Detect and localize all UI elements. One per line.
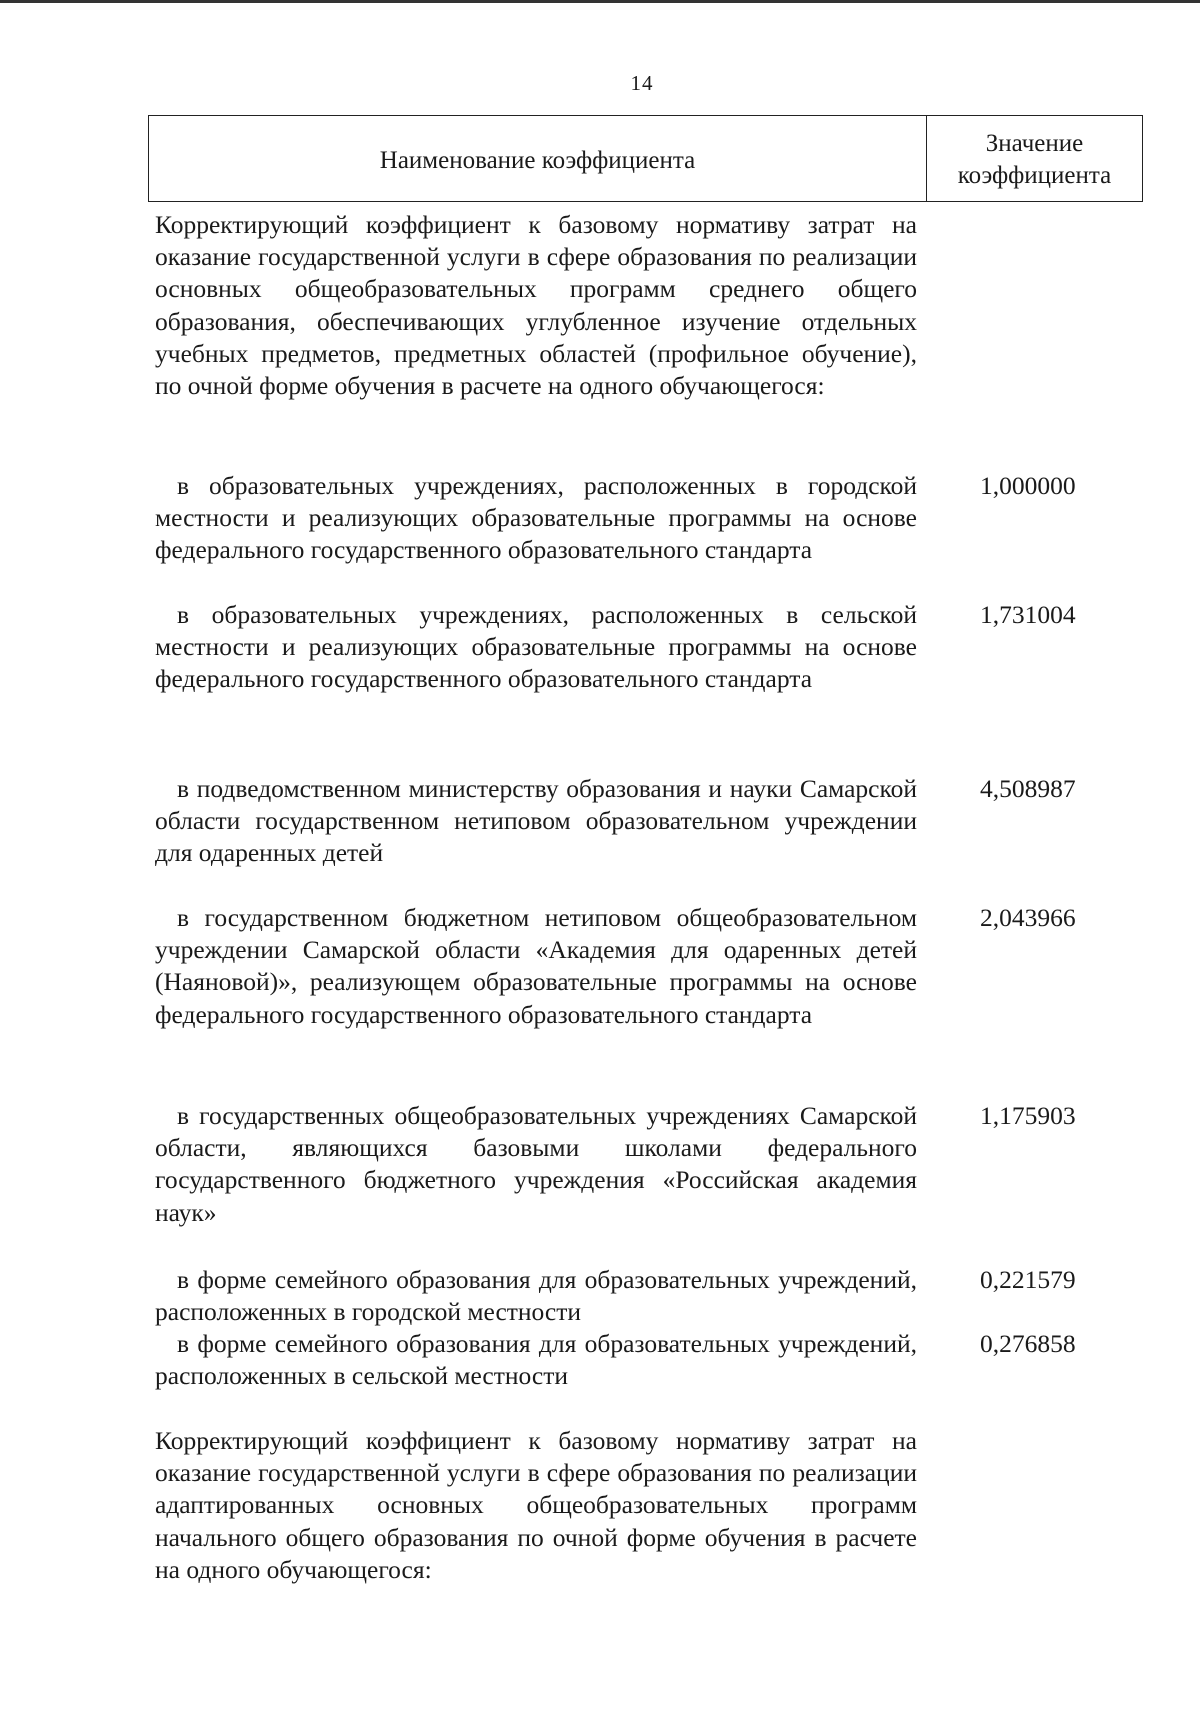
page-number: 14 (630, 71, 654, 95)
header-value-column: Значение коэффициента (957, 129, 1112, 189)
header-name-column: Наименование коэффициента (149, 116, 927, 201)
row-5-value: 1,175903 (980, 1101, 1076, 1130)
row-4-value: 2,043966 (980, 903, 1076, 932)
row-6-value: 0,221579 (980, 1265, 1076, 1294)
section-2-heading: Корректирующий коэффициент к базовому нормативу затрат на оказание государственной услуги в сфере образования по реализации адаптированных основных общеобразовательных программ начального общего образования по очной форме обучения в расчете на одного обучающегося: (155, 1426, 917, 1584)
section-1-heading: Корректирующий коэффициент к базовому нормативу затрат на оказание государственной услуги в сфере образования по реализации основных общеобразовательных программ среднего общего образования, обеспечивающих углубленное изучение отдельных учебных предметов, предметных областей (профильное обучение), по очной форме обучения в расчете на одного обучающегося: (155, 210, 917, 401)
row-3-text: в подведомственном министерству образования и науки Самарской области государственном нетиповом образовательном учреждении для одаренных детей (155, 774, 917, 868)
row-2-value: 1,731004 (980, 600, 1076, 629)
row-7-text: в форме семейного образования для образовательных учреждений, расположенных в сельской местности (155, 1329, 917, 1391)
top-border-line (0, 0, 1200, 3)
row-4-text: в государственном бюджетном нетиповом общеобразовательном учреждении Самарской области «Академия для одаренных детей (Наяновой)», реализующем образовательные программы на основе федерального государственного образовательного стандарта (155, 903, 917, 1029)
row-1-value: 1,000000 (980, 471, 1076, 500)
row-7-value: 0,276858 (980, 1329, 1076, 1358)
row-3-value: 4,508987 (980, 774, 1076, 803)
row-6-text: в форме семейного образования для образовательных учреждений, расположенных в городской местности (155, 1265, 917, 1327)
row-1-text: в образовательных учреждениях, расположенных в городской местности и реализующих образовательные программы на основе федерального государственного образовательного стандарта (155, 471, 917, 565)
row-2-text: в образовательных учреждениях, расположенных в сельской местности и реализующих образовательные программы на основе федерального государственного образовательного стандарта (155, 600, 917, 694)
table-header (148, 115, 1143, 202)
row-5-text: в государственных общеобразовательных учреждениях Самарской области, являющихся базовыми школами федерального государственного бюджетного учреждения «Российская академия наук» (155, 1101, 917, 1227)
